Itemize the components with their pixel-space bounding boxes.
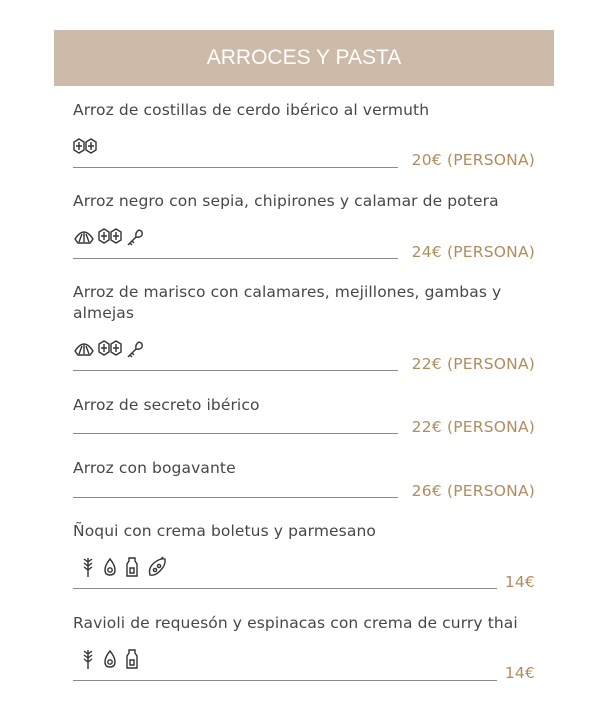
dish-name: Arroz de marisco con calamares, mejillones, gambas y almejas <box>73 283 502 322</box>
dotted-rule <box>73 433 398 434</box>
menu-item <box>73 100 535 169</box>
egg-icon <box>103 557 117 577</box>
allergen-icons <box>73 136 97 158</box>
allergen-icons <box>73 226 145 248</box>
menu-item <box>73 521 535 591</box>
shellfish-icon <box>73 339 95 359</box>
allergen-icons <box>73 338 145 360</box>
celery-icon <box>125 227 145 247</box>
menu-item <box>73 282 535 373</box>
allergen-icons <box>81 648 139 670</box>
dish-name: Arroz con bogavante <box>73 459 236 477</box>
dish-name: Arroz de costillas de cerdo ibérico al vermuth <box>73 101 430 119</box>
dotted-rule <box>73 497 398 498</box>
menu-item <box>73 458 535 500</box>
shellfish-icon <box>73 227 95 247</box>
sesame-icon <box>73 137 97 157</box>
section-title: ARROCES Y PASTA <box>206 46 402 69</box>
dish-name: Ñoqui con crema boletus y parmesano <box>73 522 376 540</box>
menu-item <box>73 191 535 261</box>
dish-name: Ravioli de requesón y espinacas con crema de curry thai <box>73 614 518 632</box>
dish-price: 14€ <box>504 573 535 591</box>
dish-price: 26€ (PERSONA) <box>411 482 535 500</box>
dish-name: Arroz negro con sepia, chipirones y calamar de potera <box>73 192 499 210</box>
egg-icon <box>103 649 117 669</box>
celery-icon <box>125 339 145 359</box>
gluten-icon <box>81 556 95 578</box>
milk-icon <box>125 556 139 578</box>
dish-price: 20€ (PERSONA) <box>411 151 535 169</box>
dish-price: 22€ (PERSONA) <box>411 418 535 436</box>
dish-name: Arroz de secreto ibérico <box>73 396 260 414</box>
dotted-rule <box>73 370 398 371</box>
soy-icon <box>147 556 167 578</box>
section-header <box>54 30 554 86</box>
sesame-icon <box>98 227 122 247</box>
dotted-rule <box>73 167 398 168</box>
dish-price: 24€ (PERSONA) <box>411 243 535 261</box>
menu-item <box>73 613 535 682</box>
allergen-icons <box>81 556 167 578</box>
dotted-rule <box>73 588 497 589</box>
dish-price: 22€ (PERSONA) <box>411 355 535 373</box>
milk-icon <box>125 648 139 670</box>
gluten-icon <box>81 648 95 670</box>
dotted-rule <box>73 258 398 259</box>
dotted-rule <box>73 680 497 681</box>
menu-item <box>73 395 535 436</box>
dish-price: 14€ <box>504 664 535 682</box>
sesame-icon <box>98 339 122 359</box>
